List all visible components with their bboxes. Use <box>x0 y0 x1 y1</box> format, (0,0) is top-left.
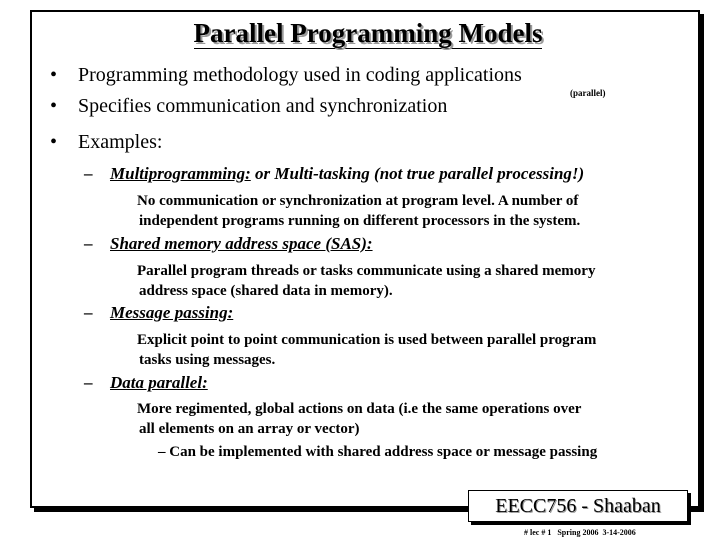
example-desc-line: address space (shared data in memory). <box>139 283 393 299</box>
bullet-examples: • Examples: <box>50 131 163 153</box>
example-term: Multiprogramming: <box>110 164 251 183</box>
example-desc-line: all elements on an array or vector) <box>139 421 360 437</box>
example-desc-line: Parallel program threads or tasks communicate using a shared memory <box>137 263 596 279</box>
course-badge <box>468 490 688 522</box>
example-shared-memory <box>84 234 373 254</box>
dash-marker: – <box>84 234 93 253</box>
example-multiprogramming <box>84 164 585 184</box>
bullet-dot: • <box>50 64 58 86</box>
example-desc-line: Explicit point to point communication is used between parallel program <box>137 332 597 348</box>
bullet-communication: • Specifies communication and synchronization <box>50 95 448 117</box>
dash-marker: – <box>84 164 93 183</box>
bullet-methodology: • Programming methodology used in coding applications <box>50 64 522 86</box>
slide-title <box>0 18 720 49</box>
bullet-dot: • <box>50 95 58 117</box>
example-message-passing <box>84 303 234 323</box>
sub-dash-note: – Can be implemented with shared address space or message passing <box>158 444 598 460</box>
dash-marker: – <box>84 373 93 392</box>
parallel-note: (parallel) <box>570 88 606 98</box>
bullet-dot: • <box>50 131 58 153</box>
dash-marker: – <box>84 303 93 322</box>
course-label: EECC756 - Shaaban <box>495 495 661 517</box>
example-data-parallel <box>84 373 208 393</box>
term-label: Spring 2006 <box>557 528 599 537</box>
example-desc-line: More regimented, global actions on data (i.e the same operations over <box>137 401 582 417</box>
date-label: 3-14-2006 <box>602 528 636 537</box>
slide-title-text: Parallel Programming Models <box>193 18 543 48</box>
example-desc-line: tasks using messages. <box>139 352 276 368</box>
example-term: Data parallel: <box>110 373 208 392</box>
example-rest: or Multi-tasking (not true parallel processing!) <box>250 164 585 183</box>
example-term: Message passing: <box>110 303 234 322</box>
lecture-number: # lec # 1 <box>524 528 552 537</box>
example-term: Shared memory address space (SAS): <box>110 234 373 253</box>
example-desc-line: independent programs running on different processors in the system. <box>139 213 581 229</box>
example-desc-line: No communication or synchronization at program level. A number of <box>137 193 579 209</box>
footer-meta <box>524 528 636 537</box>
